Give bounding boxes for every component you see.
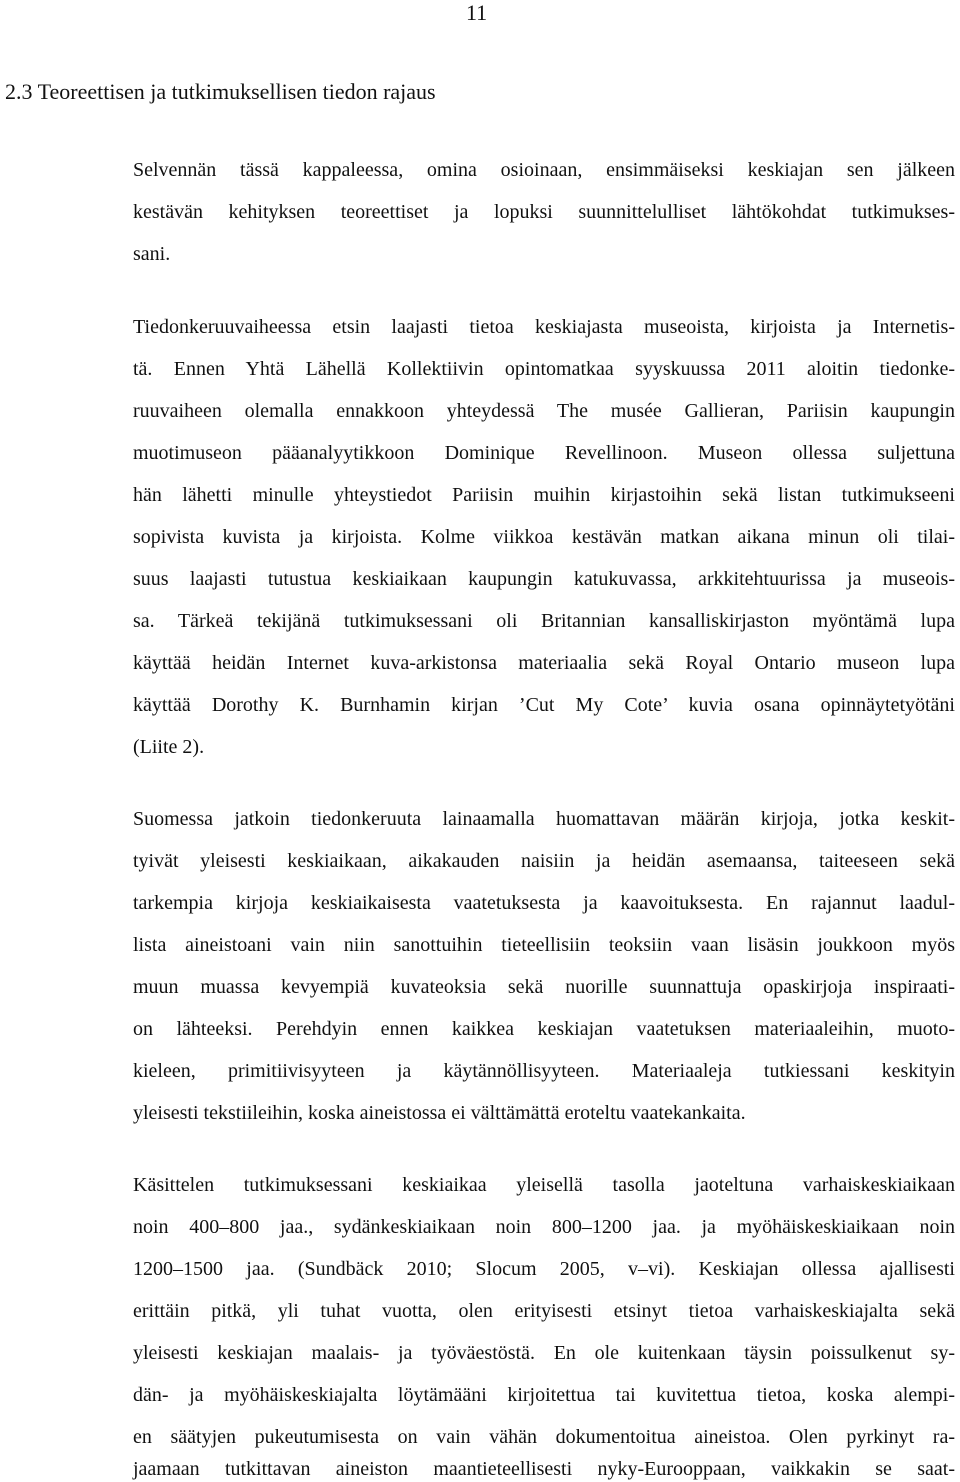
paragraph-line: tarkempia kirjoja keskiaikaisesta vaatetuksesta ja kaavoituksesta. En rajannut laadul- [133, 892, 955, 914]
paragraph-line: kestävän kehityksen teoreettiset ja lopuksi suunnittelulliset lähtökohdat tutkimukses- [133, 201, 955, 223]
paragraph-line: Selvennän tässä kappaleessa, omina osioinaan, ensimmäiseksi keskiajan sen jälkeen [133, 159, 955, 181]
paragraph-line: lista aineistoani vain niin sanottuihin tieteellisiin teoksiin vaan lisäsin joukkoon myös [133, 934, 955, 956]
paragraph-line: kieleen, primitiivisyyteen ja käytännöllisyyteen. Materiaaleja tutkiessani keskityin [133, 1060, 955, 1082]
paragraph-line: Tiedonkeruuvaiheessa etsin laajasti tietoa keskiajasta museoista, kirjoista ja Internetis- [133, 316, 955, 338]
paragraph-line: 1200–1500 jaa. (Sundbäck 2010; Slocum 2005, v–vi). Keskiajan ollessa ajallisesti [133, 1258, 955, 1280]
paragraph-line: tä. Ennen Yhtä Lähellä Kollektiivin opintomatkaa syyskuussa 2011 aloitin tiedonke- [133, 358, 955, 380]
paragraph-line: dän- ja myöhäiskeskiajalta löytämääni kirjoitettua tai kuvitettua tietoa, koska alempi- [133, 1384, 955, 1406]
paragraph-line: sani. [133, 243, 171, 265]
paragraph-line: sopivista kuvista ja kirjoista. Kolme viikkoa kestävän matkan aikana minun oli tilai- [133, 526, 955, 548]
paragraph-line: yleisesti tekstiileihin, koska aineistossa ei välttämättä eroteltu vaatekankaita. [133, 1102, 746, 1124]
paragraph-line: ruuvaiheen olemalla ennakkoon yhteydessä The musée Gallieran, Pariisin kaupungin [133, 400, 955, 422]
paragraph-line: käyttää heidän Internet kuva-arkistonsa materiaalia sekä Royal Ontario museon lupa [133, 652, 955, 674]
paragraph-line: sa. Tärkeä tekijänä tutkimuksessani oli Britannian kansalliskirjaston myöntämä lupa [133, 610, 955, 632]
paragraph-line: noin 400–800 jaa., sydänkeskiaikaan noin 800–1200 jaa. ja myöhäiskeskiaikaan noin [133, 1216, 955, 1238]
paragraph-line: muotimuseon pääanalyytikkoon Dominique Revellinoon. Museon ollessa suljettuna [133, 442, 955, 464]
paragraph-line: on lähteeksi. Perehdyin ennen kaikkea keskiajan vaatetuksen materiaaleihin, muoto- [133, 1018, 955, 1040]
paragraph-line: tyivät yleisesti keskiaikaan, aikakauden naisiin ja heidän asemaansa, taiteeseen sekä [133, 850, 955, 872]
paragraph-line: muun muassa kevyempiä kuvateoksia sekä nuorille suunnattuja opaskirjoja inspiraati- [133, 976, 955, 998]
paragraph-line: Suomessa jatkoin tiedonkeruuta lainaamalla huomattavan määrän kirjoja, jotka keskit- [133, 808, 955, 830]
paragraph-line: erittäin pitkä, yli tuhat vuotta, olen erityisesti etsinyt tietoa varhaiskeskiajalta sekä [133, 1300, 955, 1322]
paragraph-line: (Liite 2). [133, 736, 205, 758]
paragraph-line: Käsittelen tutkimuksessani keskiaikaa yleisellä tasolla jaoteltuna varhaiskeskiaikaan [133, 1174, 955, 1196]
page-number: 11 [466, 0, 488, 25]
paragraph-line: käyttää Dorothy K. Burnhamin kirjan ’Cut My Cote’ kuvia osana opinnäytetyötäni [133, 694, 955, 716]
paragraph-line: yleisesti keskiajan maalais- ja työväestöstä. En ole kuitenkaan täysin poissulkenut sy- [133, 1342, 955, 1364]
paragraph-line: hän lähetti minulle yhteystiedot Pariisin muihin kirjastoihin sekä listan tutkimukseeni [133, 484, 955, 506]
paragraph-line: en säätyjen pukeutumisesta on vain vähän dokumentoitua aineistoa. Olen pyrkinyt ra- [133, 1426, 955, 1448]
section-heading: 2.3 Teoreettisen ja tutkimuksellisen tiedon rajaus [5, 79, 436, 104]
paragraph-line: jaamaan tutkittavan aineiston maantieteellisesti nyky-Eurooppaan, vaikkakin se saat- [133, 1458, 955, 1480]
paragraph-line: suus laajasti tutustua keskiaikaan kaupungin katukuvassa, arkkitehtuurissa ja museois- [133, 568, 955, 590]
